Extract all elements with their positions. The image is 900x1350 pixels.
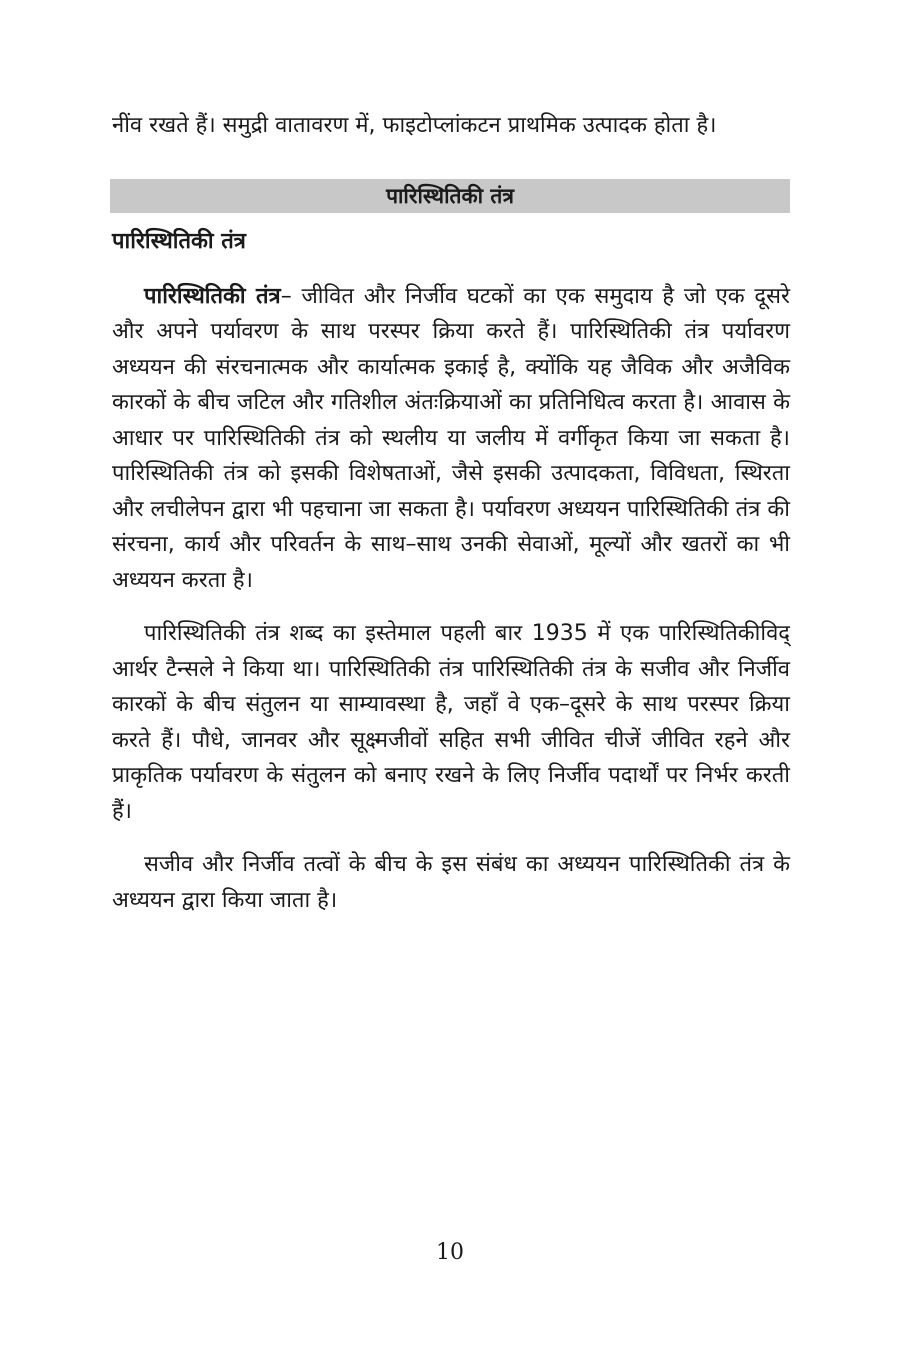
intro-paragraph: नींव रखते हैं। समुद्री वातावरण में, फाइटोप्लांकटन प्राथमिक उत्पादक होता है। (112, 113, 717, 138)
page-number: 10 (436, 1240, 464, 1265)
page-content (112, 108, 790, 918)
paragraph-history: पारिस्थितिकी तंत्र शब्द का इस्तेमाल पहली बार 1935 में एक पारिस्थितिकीविद् आर्थर टैन्सले ने किया था। पारिस्थितिकी तंत्र पारिस्थितिकी तंत्र के सजीव और निर्जीव कारकों के बीच संतुलन या साम्यावस्था है, जहाँ वे एक–दूसरे के साथ परस्पर क्रिया करते हैं। पौधे, जानवर और सूक्ष्मजीवों सहित सभी जीवित चीजें जीवित रहने और प्राकृतिक पर्यावरण के संतुलन को बनाए रखने के लिए निर्जीव पदार्थों पर निर्भर करती हैं। (112, 621, 790, 824)
defined-term: पारिस्थितिकी तंत्र (144, 283, 281, 309)
section-banner: पारिस्थितिकी तंत्र (110, 179, 790, 213)
definition-text: – जीवित और निर्जीव घटकों का एक समुदाय है जो एक दूसरे और अपने पर्यावरण के साथ परस्पर क्रिया करते हैं। पारिस्थितिकी तंत्र पर्यावरण अध्ययन की संरचनात्मक और कार्यात्मक इकाई है, क्योंकि यह जैविक और अजैविक कारकों के बीच जटिल और गतिशील अंतःक्रियाओं का प्रतिनिधित्व करता है। आवास के आधार पर पारिस्थितिकी तंत्र को स्थलीय या जलीय में वर्गीकृत किया जा सकता है। पारिस्थितिकी तंत्र को इसकी विशेषताओं, जैसे इसकी उत्पादकता, विविधता, स्थिरता और लचीलेपन द्वारा भी पहचाना जा सकता है। पर्यावरण अध्ययन पारिस्थितिकी तंत्र की संरचना, कार्य और परिवर्तन के साथ–साथ उनकी सेवाओं, मूल्यों और खतरों का भी अध्ययन करता है। (112, 283, 790, 593)
paragraph-study: सजीव और निर्जीव तत्वों के बीच के इस संबंध का अध्ययन पारिस्थितिकी तंत्र के अध्ययन द्वारा किया जाता है। (112, 852, 790, 913)
subheading: पारिस्थितिकी तंत्र (112, 228, 246, 254)
paragraph-definition (112, 279, 790, 599)
